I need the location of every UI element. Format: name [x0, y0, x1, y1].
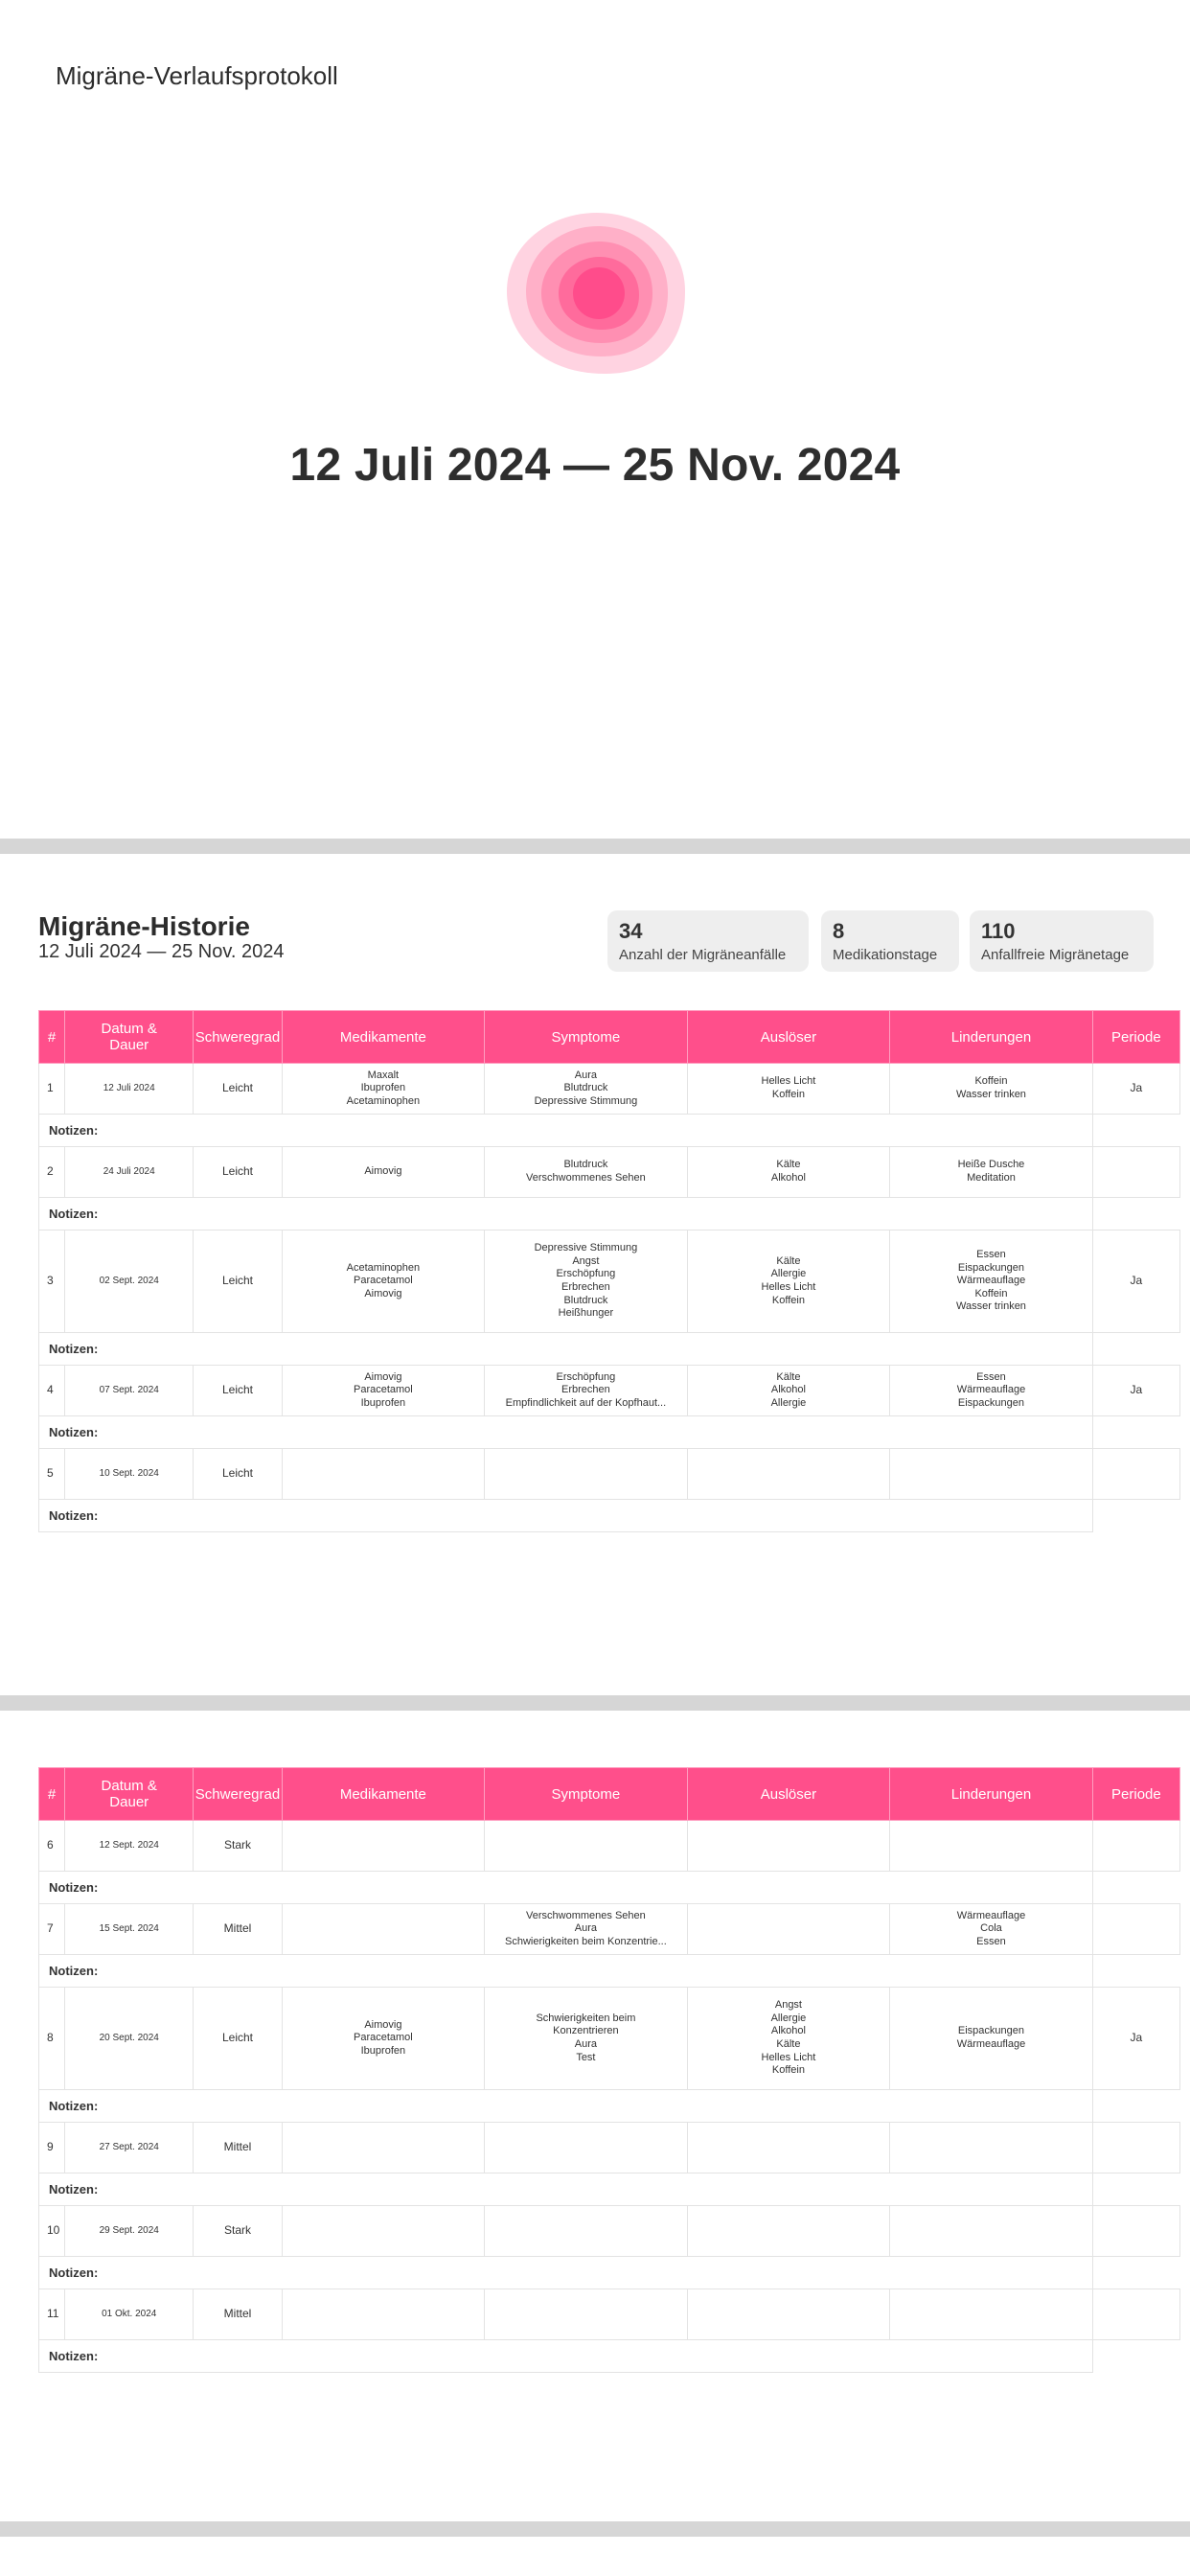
row-symptoms	[485, 2123, 688, 2174]
row-medications	[282, 1064, 485, 1115]
triggers-item: Alkohol	[770, 2025, 806, 2037]
row-number: 5	[39, 1449, 65, 1500]
row-triggers	[687, 1904, 890, 1955]
stat-label: Anfallfreie Migränetage	[981, 947, 1130, 963]
history-title: Migräne-Historie	[38, 911, 250, 941]
table-row	[39, 1821, 1180, 1872]
row-severity: Leicht	[194, 1988, 282, 2090]
row-number: 4	[39, 1366, 65, 1416]
medications-item: Aimovig	[364, 1370, 402, 1383]
notes-row	[39, 1416, 1180, 1449]
row-date: 29 Sept. 2024	[65, 2206, 194, 2257]
row-reliefs	[890, 1904, 1093, 1955]
row-medications	[282, 1147, 485, 1198]
notes-label: Notizen:	[39, 2257, 1093, 2289]
reliefs-item: Wärmeauflage	[956, 1275, 1026, 1287]
history-page	[0, 854, 1190, 1695]
column-header: Datum & Dauer	[65, 1011, 194, 1064]
triggers-item: Koffein	[771, 1294, 805, 1306]
row-triggers	[687, 1366, 890, 1416]
pink-concentric-circles-icon	[505, 211, 687, 376]
reliefs-item: Essen	[976, 1370, 1006, 1383]
row-triggers	[687, 2206, 890, 2257]
row-triggers	[687, 1064, 890, 1115]
row-date: 07 Sept. 2024	[65, 1366, 194, 1416]
row-reliefs	[890, 1821, 1093, 1872]
stat-value: 8	[833, 919, 845, 943]
column-header: Linderungen	[890, 1011, 1093, 1064]
row-reliefs	[890, 1147, 1093, 1198]
symptoms-item: Blutdruck	[563, 1082, 608, 1094]
symptoms-item: Erbrechen	[561, 1384, 610, 1396]
column-header: Schweregrad	[194, 1011, 282, 1064]
notes-label: Notizen:	[39, 1115, 1093, 1147]
row-medications	[282, 2289, 485, 2340]
triggers-item: Allergie	[770, 1396, 807, 1409]
row-period	[1092, 1449, 1179, 1500]
row-triggers	[687, 1449, 890, 1500]
row-number: 9	[39, 2123, 65, 2174]
row-medications	[282, 1904, 485, 1955]
notes-label: Notizen:	[39, 2340, 1093, 2373]
notes-row	[39, 2090, 1180, 2123]
notes-gap	[1092, 1333, 1179, 1366]
reliefs-item: Eispackungen	[957, 1261, 1025, 1274]
symptoms-item: Schwierigkeiten beim	[536, 2012, 636, 2024]
notes-gap	[1092, 1416, 1179, 1449]
reliefs-item: Wärmeauflage	[956, 1384, 1026, 1396]
triggers-item: Alkohol	[770, 1172, 806, 1184]
row-number: 3	[39, 1230, 65, 1333]
row-symptoms	[485, 1064, 688, 1115]
reliefs-item: Cola	[980, 1922, 1002, 1935]
history-table	[38, 1010, 1180, 1532]
notes-label: Notizen:	[39, 1333, 1093, 1366]
notes-row	[39, 1955, 1180, 1988]
row-period	[1092, 1147, 1179, 1198]
notes-row	[39, 2257, 1180, 2289]
row-triggers	[687, 1988, 890, 2090]
triggers-item: Helles Licht	[761, 1075, 816, 1088]
notes-gap	[1092, 2174, 1179, 2206]
row-severity: Mittel	[194, 2289, 282, 2340]
row-symptoms	[485, 1904, 688, 1955]
row-medications	[282, 1821, 485, 1872]
row-medications	[282, 1988, 485, 2090]
reliefs-item: Essen	[976, 1249, 1006, 1261]
row-symptoms	[485, 1821, 688, 1872]
table-row	[39, 1366, 1180, 1416]
notes-label: Notizen:	[39, 1198, 1093, 1230]
row-severity: Mittel	[194, 2123, 282, 2174]
reliefs-item: Eispackungen	[957, 1396, 1025, 1409]
table-row	[39, 1988, 1180, 2090]
stat-card-attack-free-days	[970, 910, 1154, 972]
row-medications	[282, 1230, 485, 1333]
notes-gap	[1092, 1198, 1179, 1230]
table-row	[39, 1230, 1180, 1333]
row-period: Ja	[1092, 1230, 1179, 1333]
triggers-item: Koffein	[771, 1089, 805, 1100]
row-date: 02 Sept. 2024	[65, 1230, 194, 1333]
reliefs-item: Wasser trinken	[955, 1300, 1026, 1313]
report-date-range: 12 Juli 2024 — 25 Nov. 2024	[289, 440, 901, 491]
column-header: Symptome	[485, 1011, 688, 1064]
notes-gap	[1092, 2257, 1179, 2289]
notes-row	[39, 2174, 1180, 2206]
medications-item: Maxalt	[367, 1069, 400, 1081]
row-medications	[282, 2123, 485, 2174]
symptoms-item: Empfindlichkeit auf der Kopfhaut...	[505, 1396, 667, 1409]
header-row	[39, 1011, 1180, 1064]
row-reliefs	[890, 1366, 1093, 1416]
row-triggers	[687, 2289, 890, 2340]
notes-gap	[1092, 1115, 1179, 1147]
symptoms-item: Schwierigkeiten beim Konzentrie...	[505, 1935, 667, 1947]
row-symptoms	[485, 1449, 688, 1500]
row-triggers	[687, 1230, 890, 1333]
row-period	[1092, 2123, 1179, 2174]
column-header: Auslöser	[687, 1768, 890, 1821]
symptoms-item: Angst	[572, 1254, 600, 1267]
symptoms-item: Erbrechen	[561, 1281, 610, 1293]
symptoms-item: Aura	[574, 1922, 598, 1935]
medications-item: Ibuprofen	[360, 1082, 406, 1094]
medications-item: Paracetamol	[353, 2032, 413, 2044]
row-symptoms	[485, 1988, 688, 2090]
symptoms-item: Depressive Stimmung	[534, 1242, 638, 1254]
stat-label: Anzahl der Migräneanfälle	[619, 947, 787, 963]
reliefs-item: Heiße Dusche	[957, 1159, 1025, 1171]
reliefs-item: Essen	[976, 1935, 1006, 1947]
column-header: Periode	[1092, 1011, 1179, 1064]
notes-label: Notizen:	[39, 1416, 1093, 1449]
column-header: Medikamente	[282, 1011, 485, 1064]
reliefs-item: Wasser trinken	[955, 1089, 1026, 1100]
row-medications	[282, 1449, 485, 1500]
row-symptoms	[485, 2206, 688, 2257]
table-row	[39, 1147, 1180, 1198]
row-severity: Leicht	[194, 1064, 282, 1115]
medications-item: Ibuprofen	[360, 1396, 406, 1409]
row-reliefs	[890, 1064, 1093, 1115]
row-triggers	[687, 2123, 890, 2174]
row-period	[1092, 1904, 1179, 1955]
row-number: 6	[39, 1821, 65, 1872]
row-symptoms	[485, 1366, 688, 1416]
row-reliefs	[890, 1449, 1093, 1500]
stat-value: 34	[619, 919, 643, 943]
column-header: Schweregrad	[194, 1768, 282, 1821]
history-page-continued	[0, 1711, 1190, 2521]
notes-gap	[1092, 2340, 1179, 2373]
symptoms-item: Blutdruck	[563, 1159, 608, 1171]
reliefs-item: Wärmeauflage	[956, 2038, 1026, 2050]
row-symptoms	[485, 1230, 688, 1333]
column-header: #	[39, 1011, 65, 1064]
symptoms-item: Test	[576, 2051, 596, 2063]
medications-item: Ibuprofen	[360, 2044, 406, 2057]
row-date: 01 Okt. 2024	[65, 2289, 194, 2340]
notes-row	[39, 1115, 1180, 1147]
triggers-item: Kälte	[776, 1159, 801, 1171]
triggers-item: Kälte	[776, 2038, 801, 2050]
medications-item: Aimovig	[364, 1165, 402, 1178]
history-table	[38, 1767, 1180, 2373]
row-number: 8	[39, 1988, 65, 2090]
stat-label: Medikationstage	[833, 947, 938, 963]
row-date: 27 Sept. 2024	[65, 2123, 194, 2174]
column-header: Medikamente	[282, 1768, 485, 1821]
row-symptoms	[485, 2289, 688, 2340]
column-header: Linderungen	[890, 1768, 1093, 1821]
table-row	[39, 2289, 1180, 2340]
medications-item: Paracetamol	[353, 1275, 413, 1287]
symptoms-item: Depressive Stimmung	[534, 1094, 638, 1107]
row-date: 24 Juli 2024	[65, 1147, 194, 1198]
triggers-item: Allergie	[770, 1268, 807, 1280]
notes-label: Notizen:	[39, 1955, 1093, 1988]
reliefs-item: Koffein	[974, 1075, 1008, 1088]
notes-row	[39, 1198, 1180, 1230]
history-date-range: 12 Juli 2024 — 25 Nov. 2024	[38, 941, 285, 962]
row-severity: Leicht	[194, 1449, 282, 1500]
stat-card-attacks	[607, 910, 809, 972]
notes-gap	[1092, 2090, 1179, 2123]
row-number: 10	[39, 2206, 65, 2257]
column-header: Datum & Dauer	[65, 1768, 194, 1821]
symptoms-item: Erschöpfung	[556, 1268, 616, 1280]
reliefs-item: Meditation	[967, 1172, 1016, 1184]
triggers-item: Alkohol	[770, 1384, 806, 1396]
medications-item: Acetaminophen	[346, 1094, 421, 1107]
notes-gap	[1092, 1872, 1179, 1904]
row-period	[1092, 2289, 1179, 2340]
symptoms-item: Aura	[574, 1069, 598, 1081]
row-reliefs	[890, 1988, 1093, 2090]
row-period	[1092, 2206, 1179, 2257]
row-number: 2	[39, 1147, 65, 1198]
column-header: #	[39, 1768, 65, 1821]
row-reliefs	[890, 2123, 1093, 2174]
column-header: Auslöser	[687, 1011, 890, 1064]
row-date: 15 Sept. 2024	[65, 1904, 194, 1955]
column-header: Symptome	[485, 1768, 688, 1821]
notes-row	[39, 2340, 1180, 2373]
document-title: Migräne-Verlaufsprotokoll	[56, 61, 338, 90]
row-medications	[282, 1366, 485, 1416]
next-page	[0, 2537, 1190, 2576]
row-date: 20 Sept. 2024	[65, 1988, 194, 2090]
stat-card-medication-days	[821, 910, 959, 972]
row-number: 7	[39, 1904, 65, 1955]
row-period	[1092, 1821, 1179, 1872]
notes-label: Notizen:	[39, 2174, 1093, 2206]
notes-row	[39, 1500, 1180, 1532]
medications-item: Aimovig	[364, 2018, 402, 2031]
column-header: Periode	[1092, 1768, 1179, 1821]
stat-value: 110	[981, 919, 1016, 943]
table-row	[39, 1904, 1180, 1955]
row-severity: Leicht	[194, 1230, 282, 1333]
row-medications	[282, 2206, 485, 2257]
medications-item: Aimovig	[364, 1287, 402, 1300]
triggers-item: Koffein	[771, 2064, 805, 2077]
triggers-item: Angst	[774, 1999, 802, 2012]
row-severity: Mittel	[194, 1904, 282, 1955]
row-period: Ja	[1092, 1988, 1179, 2090]
symptoms-item: Verschwommenes Sehen	[526, 1172, 646, 1184]
symptoms-item: Heißhunger	[558, 1307, 614, 1320]
notes-label: Notizen:	[39, 1500, 1093, 1532]
row-number: 1	[39, 1064, 65, 1115]
row-date: 10 Sept. 2024	[65, 1449, 194, 1500]
row-symptoms	[485, 1147, 688, 1198]
row-reliefs	[890, 1230, 1093, 1333]
reliefs-item: Eispackungen	[957, 2025, 1025, 2037]
row-period: Ja	[1092, 1064, 1179, 1115]
row-date: 12 Juli 2024	[65, 1064, 194, 1115]
row-reliefs	[890, 2289, 1093, 2340]
triggers-item: Helles Licht	[761, 1281, 816, 1293]
reliefs-item: Wärmeauflage	[956, 1909, 1026, 1921]
triggers-item: Allergie	[770, 2012, 807, 2024]
row-triggers	[687, 1821, 890, 1872]
notes-row	[39, 1872, 1180, 1904]
symptoms-item: Aura	[574, 2038, 598, 2050]
triggers-item: Kälte	[776, 1254, 801, 1267]
medications-item: Acetaminophen	[346, 1261, 421, 1274]
header-row	[39, 1768, 1180, 1821]
row-severity: Stark	[194, 1821, 282, 1872]
row-reliefs	[890, 2206, 1093, 2257]
row-date: 12 Sept. 2024	[65, 1821, 194, 1872]
table-row	[39, 2123, 1180, 2174]
triggers-item: Helles Licht	[761, 2051, 816, 2063]
notes-gap	[1092, 1500, 1179, 1532]
notes-row	[39, 1333, 1180, 1366]
table-row	[39, 1449, 1180, 1500]
symptoms-item: Konzentrieren	[553, 2025, 619, 2037]
row-period: Ja	[1092, 1366, 1179, 1416]
symptoms-item: Blutdruck	[563, 1294, 608, 1306]
notes-gap	[1092, 1955, 1179, 1988]
reliefs-item: Koffein	[974, 1287, 1008, 1300]
row-number: 11	[39, 2289, 65, 2340]
row-severity: Stark	[194, 2206, 282, 2257]
symptoms-item: Erschöpfung	[556, 1370, 616, 1383]
symptoms-item: Verschwommenes Sehen	[526, 1909, 646, 1921]
notes-label: Notizen:	[39, 2090, 1093, 2123]
row-severity: Leicht	[194, 1366, 282, 1416]
table-row	[39, 2206, 1180, 2257]
table-row	[39, 1064, 1180, 1115]
cover-page	[0, 0, 1190, 839]
row-triggers	[687, 1147, 890, 1198]
notes-label: Notizen:	[39, 1872, 1093, 1904]
medications-item: Paracetamol	[353, 1384, 413, 1396]
row-severity: Leicht	[194, 1147, 282, 1198]
triggers-item: Kälte	[776, 1370, 801, 1383]
